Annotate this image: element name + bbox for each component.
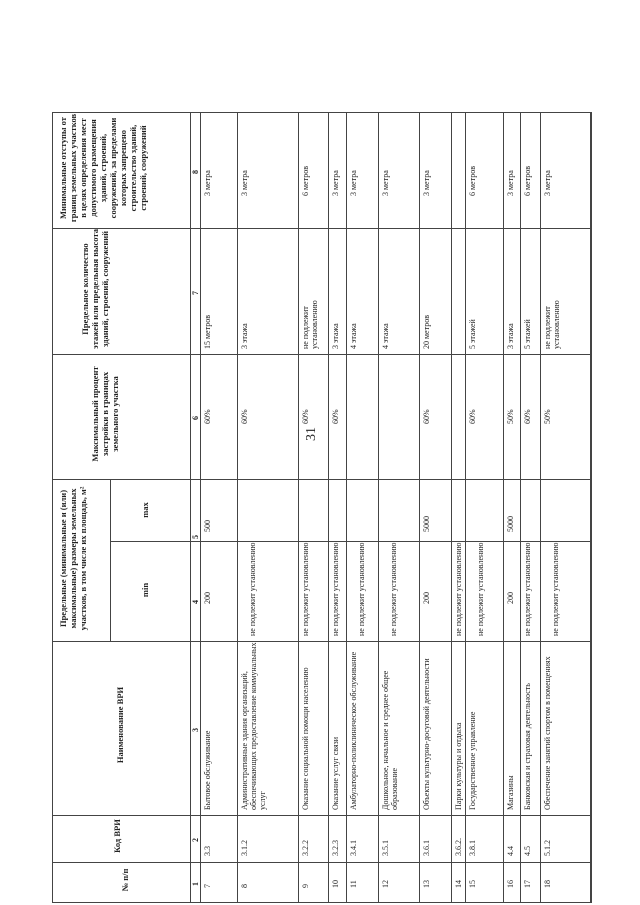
row-floors: 3 этажа xyxy=(331,323,340,349)
zoning-parameters-table xyxy=(52,112,592,902)
row-code: 3.4.1 xyxy=(349,840,358,856)
row-number: 8 xyxy=(240,884,249,888)
row-indent: 3 метра xyxy=(543,170,552,196)
header-name: Наименование ВРИ xyxy=(115,686,125,764)
column-number-5: 5 xyxy=(191,535,200,539)
row-floors: 15 метров xyxy=(203,315,212,349)
row-percent: 60% xyxy=(331,409,340,424)
row-divider xyxy=(346,112,347,902)
row-max: 5000 xyxy=(506,516,515,532)
row-divider xyxy=(540,112,541,902)
table-border-left xyxy=(52,112,53,902)
header-number: № п/п xyxy=(120,868,130,892)
row-divider xyxy=(200,112,201,902)
row-floors: 20 метров xyxy=(422,315,431,349)
row-code: 3.8.1 xyxy=(468,840,477,856)
row-floors: 5 этажей xyxy=(523,319,532,349)
row-sizes-merged: не подлежит установлению xyxy=(389,542,398,636)
row-sizes-merged: не подлежит установлению xyxy=(523,542,532,636)
row-number: 17 xyxy=(523,880,532,888)
row-name: Объекты культурно-досуговой деятельности xyxy=(422,658,431,810)
row-sizes-merged: не подлежит установлению xyxy=(301,542,310,636)
row-divider xyxy=(328,112,329,902)
column-divider xyxy=(52,228,592,229)
row-code: 3.3 xyxy=(203,846,212,856)
row-number: 14 xyxy=(454,880,463,888)
row-sizes-merged: не подлежит установлению xyxy=(248,542,257,636)
row-code: 4.4 xyxy=(506,846,515,856)
row-percent: 60% xyxy=(301,409,310,424)
row-number: 10 xyxy=(331,880,340,888)
row-percent: 60% xyxy=(422,409,431,424)
row-code: 5.1.2 xyxy=(543,840,552,856)
row-name: Оказание услуг связи xyxy=(331,736,340,810)
row-min: 200 xyxy=(422,592,431,604)
row-code: 3.6.1 xyxy=(422,840,431,856)
row-max: 5000 xyxy=(422,516,431,532)
row-percent: 60% xyxy=(240,409,249,424)
row-percent: 50% xyxy=(543,409,552,424)
header-min: min xyxy=(140,582,150,598)
row-divider xyxy=(419,112,420,902)
row-indent: 3 метра xyxy=(349,170,358,196)
row-indent: 3 метра xyxy=(203,170,212,196)
row-name: Бытовое обслуживание xyxy=(203,730,212,810)
row-indent: 3 метра xyxy=(240,170,249,196)
row-number: 15 xyxy=(468,880,477,888)
row-min: 200 xyxy=(506,592,515,604)
row-indent: 3 метра xyxy=(506,170,515,196)
row-name: Обеспечение занятий спортом в помещениях xyxy=(543,656,552,810)
row-number: 16 xyxy=(506,880,515,888)
header-indent: Минимальные отступы от границ земельных участков в целях определения мест допустимого размещения зданий, строений, сооружений, за пределами которых запрещено строительство зданий, строений, сооружений xyxy=(58,113,148,223)
row-name: Магазины xyxy=(506,775,515,810)
header-floors: Предельное количество этажей или предельная высота зданий, строений, сооружений xyxy=(80,229,110,349)
row-name: Парки культуры и отдыха xyxy=(454,722,463,810)
column-number-8: 8 xyxy=(191,170,200,174)
row-percent: 60% xyxy=(203,409,212,424)
row-divider xyxy=(465,112,466,902)
header-code: Код ВРИ xyxy=(112,819,122,853)
column-divider xyxy=(52,862,592,863)
row-divider xyxy=(451,112,452,902)
row-divider xyxy=(298,112,299,902)
row-divider xyxy=(590,112,591,902)
column-number-1: 1 xyxy=(191,882,200,886)
row-sizes-merged: не подлежит установлению xyxy=(454,542,463,636)
row-indent: 3 метра xyxy=(331,170,340,196)
row-floors: не подлежит установлению xyxy=(301,300,319,349)
row-number: 9 xyxy=(301,884,310,888)
row-floors: 3 этажа xyxy=(240,323,249,349)
row-floors: 4 этажа xyxy=(349,323,358,349)
row-name: Дошкольное, начальное и среднее общее образование xyxy=(381,670,399,810)
column-number-6: 6 xyxy=(191,416,200,420)
row-percent: 60% xyxy=(523,409,532,424)
row-indent: 3 метра xyxy=(381,170,390,196)
row-floors: не подлежит установлению xyxy=(543,300,561,349)
row-code: 3.2.2 xyxy=(301,840,310,856)
column-divider xyxy=(52,815,592,816)
row-min: 200 xyxy=(203,592,212,604)
row-code: 3.2.3 xyxy=(331,840,340,856)
page-number: 31 xyxy=(304,427,319,441)
row-percent: 50% xyxy=(506,409,515,424)
row-name: Оказание социальной помощи населению xyxy=(301,667,310,810)
header-percent: Максимальный процент застройки в границах земельного участка xyxy=(90,366,120,462)
row-sizes-merged: не подлежит установлению xyxy=(551,542,560,636)
row-floors: 3 этажа xyxy=(506,323,515,349)
row-name: Административные здания организаций, обеспечивающих предоставление коммунальных услуг xyxy=(240,642,267,810)
table-border-right xyxy=(591,112,592,902)
row-divider xyxy=(503,112,504,902)
column-number-3: 3 xyxy=(191,728,200,732)
row-sizes-merged: не подлежит установлению xyxy=(357,542,366,636)
row-name: Амбулаторно-поликлиническое обслуживание xyxy=(349,651,358,810)
row-number: 7 xyxy=(203,884,212,888)
column-number-4: 4 xyxy=(191,600,200,604)
row-divider xyxy=(378,112,379,902)
column-number-7: 7 xyxy=(191,291,200,295)
row-sizes-merged: не подлежит установлению xyxy=(476,542,485,636)
row-code: 3.5.1 xyxy=(381,840,390,856)
row-percent: 60% xyxy=(468,409,477,424)
header-max: max xyxy=(140,502,150,518)
row-divider xyxy=(237,112,238,902)
row-divider xyxy=(520,112,521,902)
row-code: 4.5 xyxy=(523,846,532,856)
row-number: 12 xyxy=(381,880,390,888)
row-max: 500 xyxy=(203,520,212,532)
row-number: 11 xyxy=(349,880,358,888)
column-divider xyxy=(52,354,592,355)
header-divider xyxy=(190,112,191,902)
row-sizes-merged: не подлежит установлению xyxy=(331,542,340,636)
row-name: Банковская и страховая деятельность xyxy=(523,683,532,810)
column-number-2: 2 xyxy=(191,838,200,842)
row-number: 13 xyxy=(422,880,431,888)
row-floors: 4 этажа xyxy=(381,323,390,349)
row-number: 18 xyxy=(543,880,552,888)
row-floors: 5 этажей xyxy=(468,319,477,349)
row-name: Государственное управление xyxy=(468,711,477,810)
row-indent: 6 метров xyxy=(468,166,477,196)
table-border-bottom xyxy=(52,902,592,903)
row-indent: 3 метра xyxy=(422,170,431,196)
column-divider xyxy=(52,479,592,480)
row-code: 3.6.2. xyxy=(454,838,463,856)
row-indent: 6 метров xyxy=(523,166,532,196)
header-sizes: Предельные (минимальные и (или) максимальные) размеры земельных участков, в том числе их площадь, м² xyxy=(58,486,88,631)
row-code: 3.1.2 xyxy=(240,840,249,856)
row-indent: 6 метров xyxy=(301,166,310,196)
column-divider-min-max xyxy=(110,541,591,542)
size-header-divider xyxy=(110,479,111,641)
